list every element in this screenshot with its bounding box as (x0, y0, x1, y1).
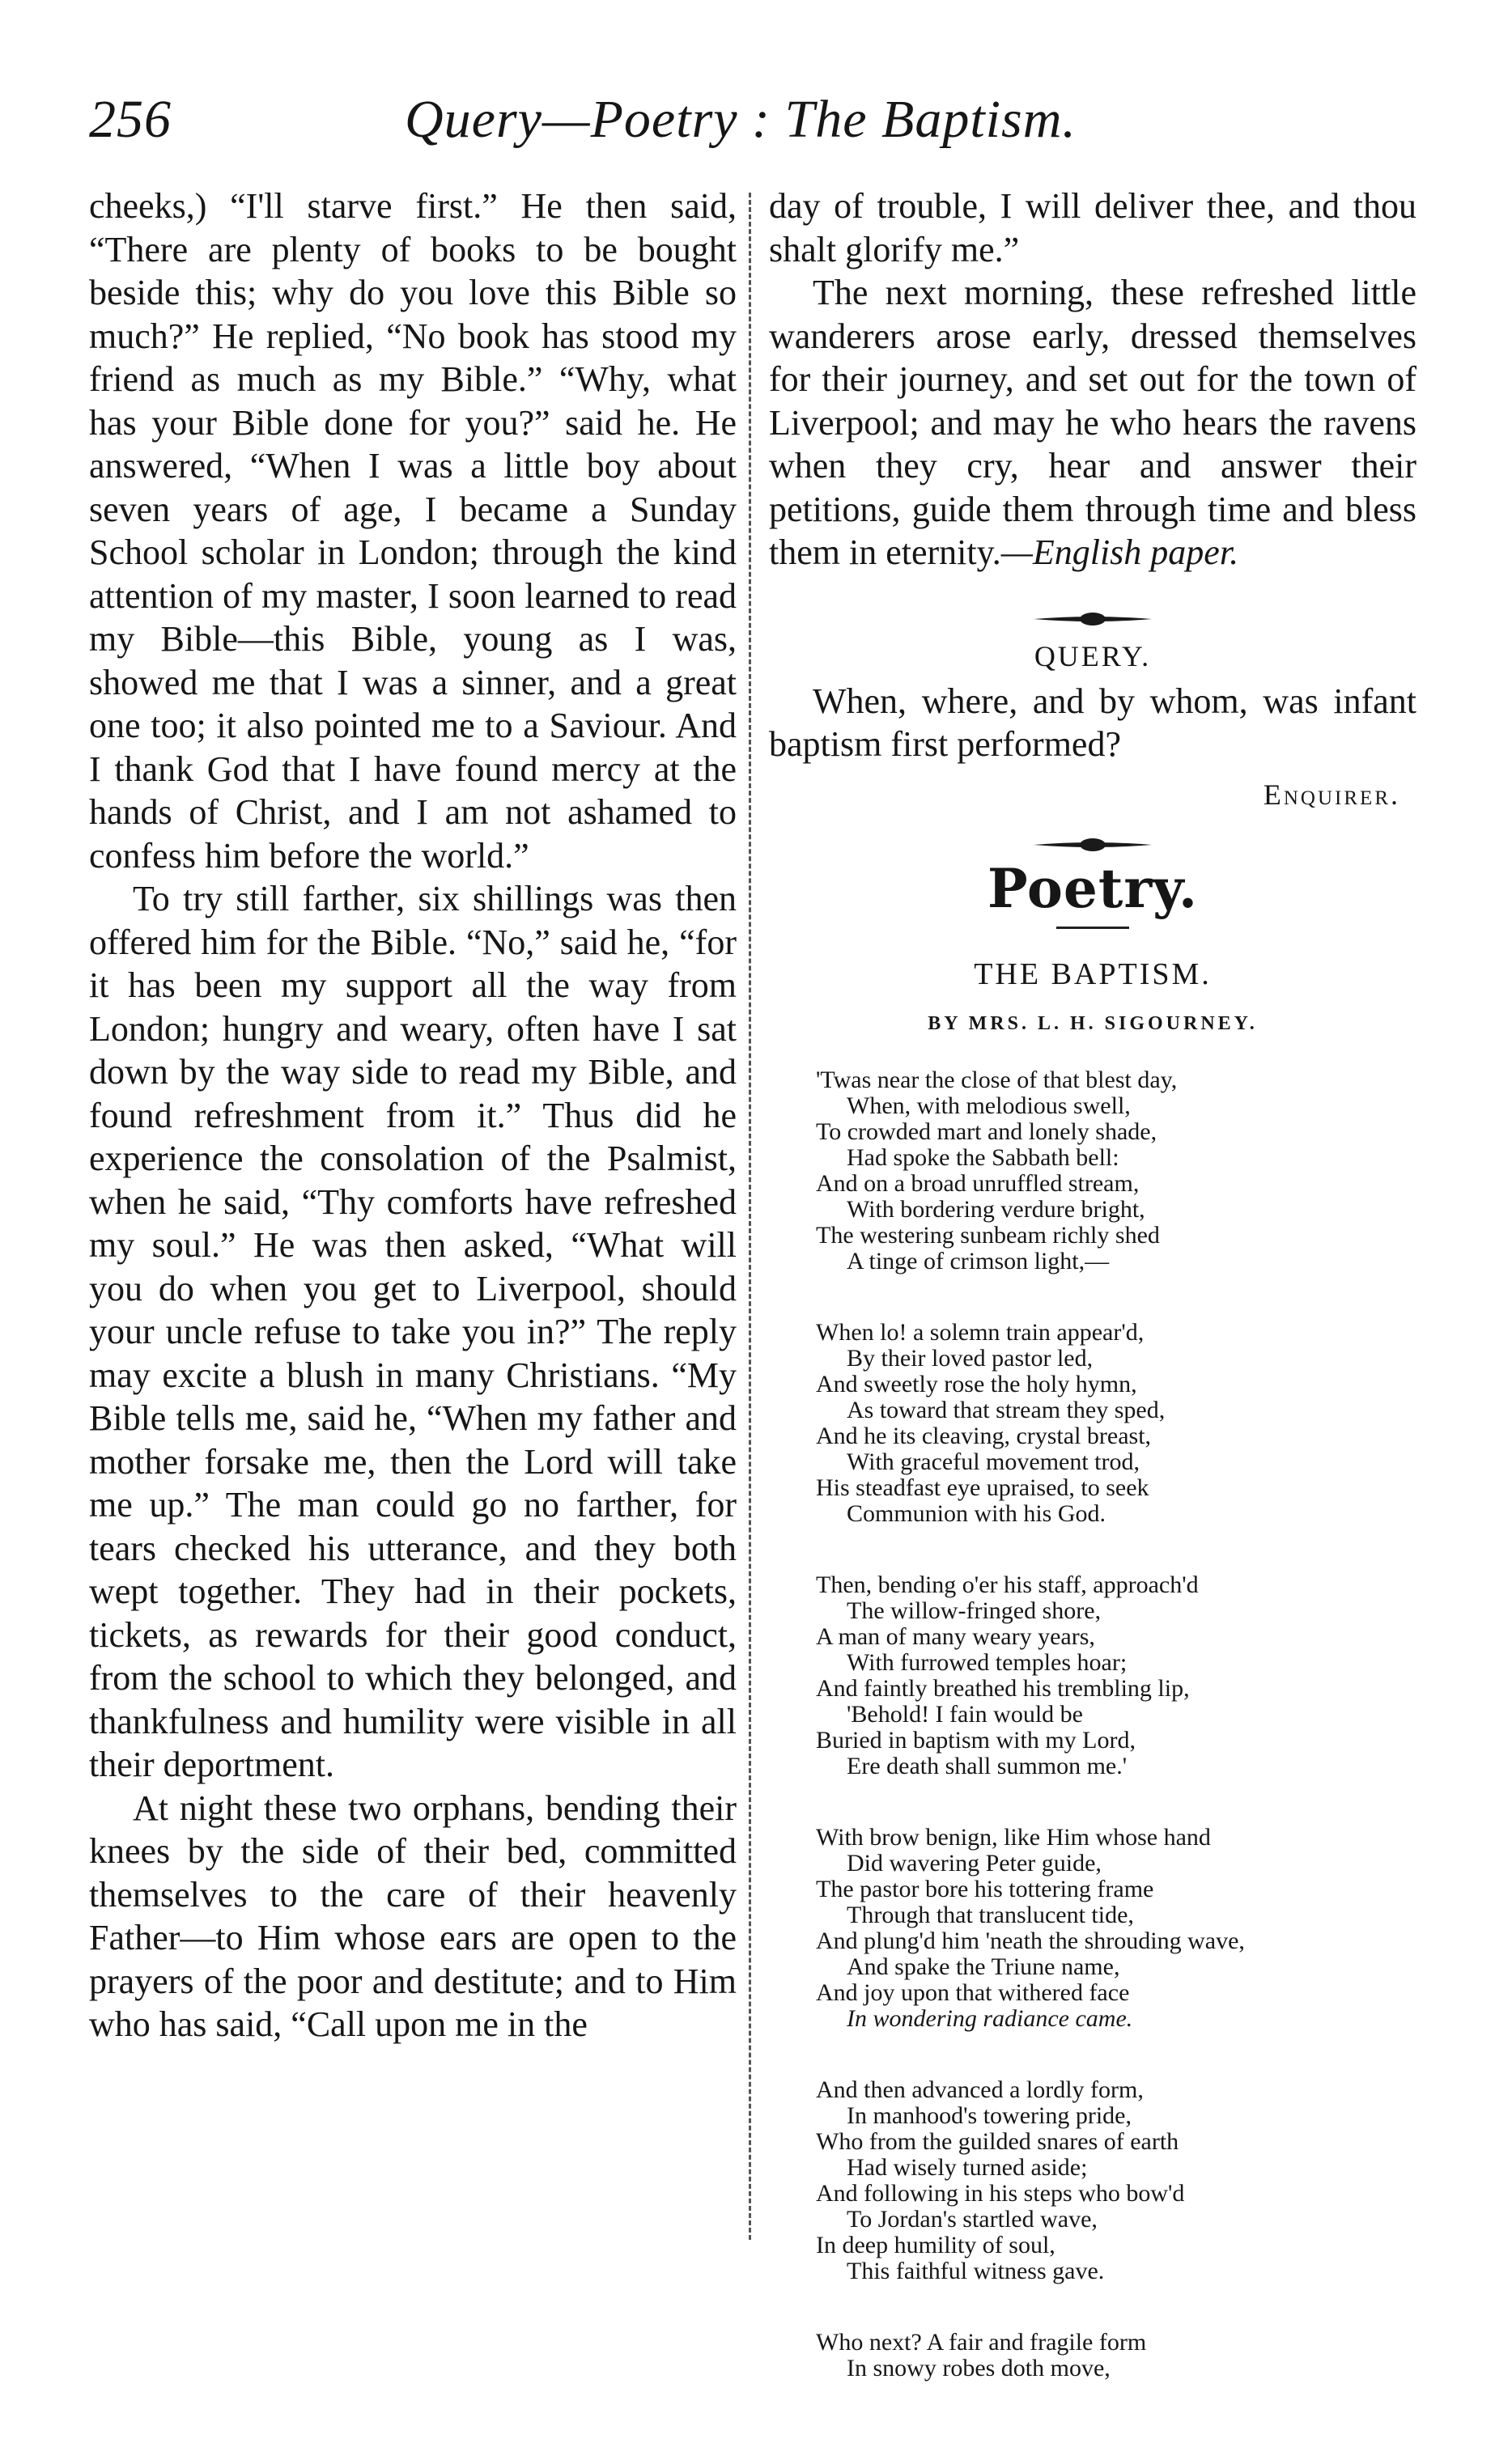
poem-line: 'Twas near the close of that blest day, (816, 1066, 1178, 1093)
stanza-6 (816, 2330, 1416, 2381)
poetry-section-title: Poetry. (987, 856, 1198, 920)
poem-line: Ere death shall summon me.' (847, 1752, 1128, 1779)
title-rule (1056, 927, 1129, 929)
poem-line: With furrowed temples hoar; (847, 1648, 1128, 1676)
paragraph-next-morning (769, 271, 1416, 575)
poem-line: To Jordan's startled wave, (847, 2205, 1098, 2233)
stanza-1 (816, 1067, 1416, 1274)
poem-line: Had spoke the Sabbath bell: (847, 1143, 1119, 1171)
poem-line: In snowy robes doth move, (847, 2354, 1111, 2381)
poem-line: And spake the Triune name, (847, 1953, 1120, 1980)
poem-line: Buried in baptism with my Lord, (816, 1726, 1136, 1754)
poem-line: And following in his steps who bow'd (816, 2179, 1185, 2207)
right-column (769, 184, 1416, 2427)
poem-line: Communion with his God. (847, 1499, 1106, 1527)
poem-line: And faintly breathed his trembling lip, (816, 1674, 1190, 1702)
poem-line: 'Behold! I fain would be (847, 1700, 1084, 1728)
poem-line: When, with melodious swell, (847, 1092, 1131, 1119)
poem (816, 1067, 1416, 2381)
poem-line: Did wavering Peter guide, (847, 1849, 1102, 1877)
poem-line: Who next? A fair and fragile form (816, 2328, 1147, 2356)
poem-line: And joy upon that withered face (816, 1978, 1130, 2006)
stanza-3 (816, 1572, 1416, 1779)
paragraph-six-shillings: To try still farther, six shillings was then offered him for the Bible. “No,” said he, “for it has been my support all the way from London; hungry and weary, often have I sat down by the way side to read my Bible, and found refreshment from it.” Thus did he experience the consolation of the Psalmist, when he said, “Thy comforts have refreshed my soul.” He was then asked, “What will you do when you get to Liverpool, should your uncle refuse to take you in?” The reply may excite a blush in many Christians. “My Bible tells me, said he, “When my father and mother forsake me, then the Lord will take me up.” The man could go no farther, for tears checked his utterance, and they both wept together. They had in their pockets, tickets, as rewards for their good conduct, from the school to which they belonged, and thankfulness and humility were visible in all their deportment. (89, 879, 737, 1784)
stanza-4 (816, 1825, 1416, 2032)
poem-line: Had wisely turned aside; (847, 2153, 1088, 2181)
poem-line: To crowded mart and lonely shade, (816, 1117, 1157, 1145)
ornament-divider-icon (1032, 836, 1153, 854)
page-header (89, 83, 1425, 172)
poem-byline: BY MRS. L. H. SIGOURNEY. (928, 1012, 1258, 1034)
poem-line: The westering sunbeam richly shed (816, 1221, 1160, 1249)
poem-line: A man of many weary years, (816, 1622, 1095, 1650)
poem-line: His steadfast eye upraised, to seek (816, 1474, 1149, 1501)
paragraph-at-night: At night these two orphans, bending their knees by the side of their bed, committed themselves to the care of their heavenly Father—to Him whose ears are open to the prayers of the poor and destitute; and to Him who has said, “Call upon me in the (89, 1788, 737, 2044)
paragraph-continued: cheeks,) “I'll starve first.” He then said, “There are plenty of books to be bought beside this; why do you love this Bible so much?” He replied, “No book has stood my friend as much as my Bible.” “Why, what has your Bible done for you?” said he. He answered, “When I was a little boy about seven years of age, I became a Sunday School scholar in London; through the kind attention of my master, I soon learned to read my Bible—this Bible, young as I was, showed me that I was a sinner, and a great one too; it also pointed me to a Saviour. And I thank God that I have found mercy at the hands of Christ, and I am not ashamed to confess him before the world.” (89, 186, 737, 876)
poem-line: With graceful movement trod, (847, 1448, 1140, 1475)
poem-line: The willow-fringed shore, (847, 1597, 1102, 1624)
poem-line: The pastor bore his tottering frame (816, 1875, 1154, 1902)
stanza-5 (816, 2077, 1416, 2284)
poem-line: In deep humility of soul, (816, 2231, 1055, 2258)
closing-source: —English paper. (1000, 532, 1239, 572)
stanza-2 (816, 1320, 1416, 1527)
query-signature: Enquirer. (1263, 778, 1400, 811)
poem-line: By their loved pastor led, (847, 1344, 1094, 1372)
closing-paragraph-text: The next morning, these refreshed little wanderers arose early, dressed themselves for their journey, and set out for the town of Liverpool; and may he who hears the ravens when they cry, hear and answer their petitions, guide them through time and bless them in eternity. (769, 273, 1416, 572)
poem-title: THE BAPTISM. (974, 956, 1212, 991)
poem-line: When lo! a solemn train appear'd, (816, 1318, 1145, 1346)
poem-line: With bordering verdure bright, (847, 1195, 1145, 1223)
ornament-divider-icon (1032, 610, 1153, 628)
paragraph-continuation: day of trouble, I will deliver thee, and thou shalt glorify me.” (769, 186, 1416, 269)
poem-line: Who from the guilded snares of earth (816, 2127, 1179, 2155)
poem-line: This faithful witness gave. (847, 2257, 1105, 2284)
poem-line: And sweetly rose the holy hymn, (816, 1370, 1137, 1397)
poem-line: A tinge of crimson light,— (847, 1247, 1110, 1274)
left-column (89, 184, 737, 2046)
poem-line: And then advanced a lordly form, (816, 2076, 1144, 2103)
query-heading: QUERY. (1034, 639, 1152, 672)
poem-line: In wondering radiance came. (847, 2004, 1133, 2032)
poem-line: And plung'd him 'neath the shrouding wave, (816, 1927, 1245, 1954)
poem-line: Then, bending o'er his staff, approach'd (816, 1571, 1199, 1598)
page-number: 256 (89, 90, 172, 149)
poem-line: And on a broad unruffled stream, (816, 1169, 1140, 1197)
running-title: Query—Poetry : The Baptism. (405, 90, 1077, 149)
column-divider (749, 193, 751, 2240)
query-text: When, where, and by whom, was infant baptism first performed? (769, 681, 1416, 764)
poem-line: Through that translucent tide, (847, 1901, 1134, 1928)
poem-line: In manhood's towering pride, (847, 2101, 1132, 2129)
poem-line: As toward that stream they sped, (847, 1396, 1166, 1423)
poem-line: With brow benign, like Him whose hand (816, 1823, 1211, 1851)
poem-line: And he its cleaving, crystal breast, (816, 1422, 1152, 1449)
